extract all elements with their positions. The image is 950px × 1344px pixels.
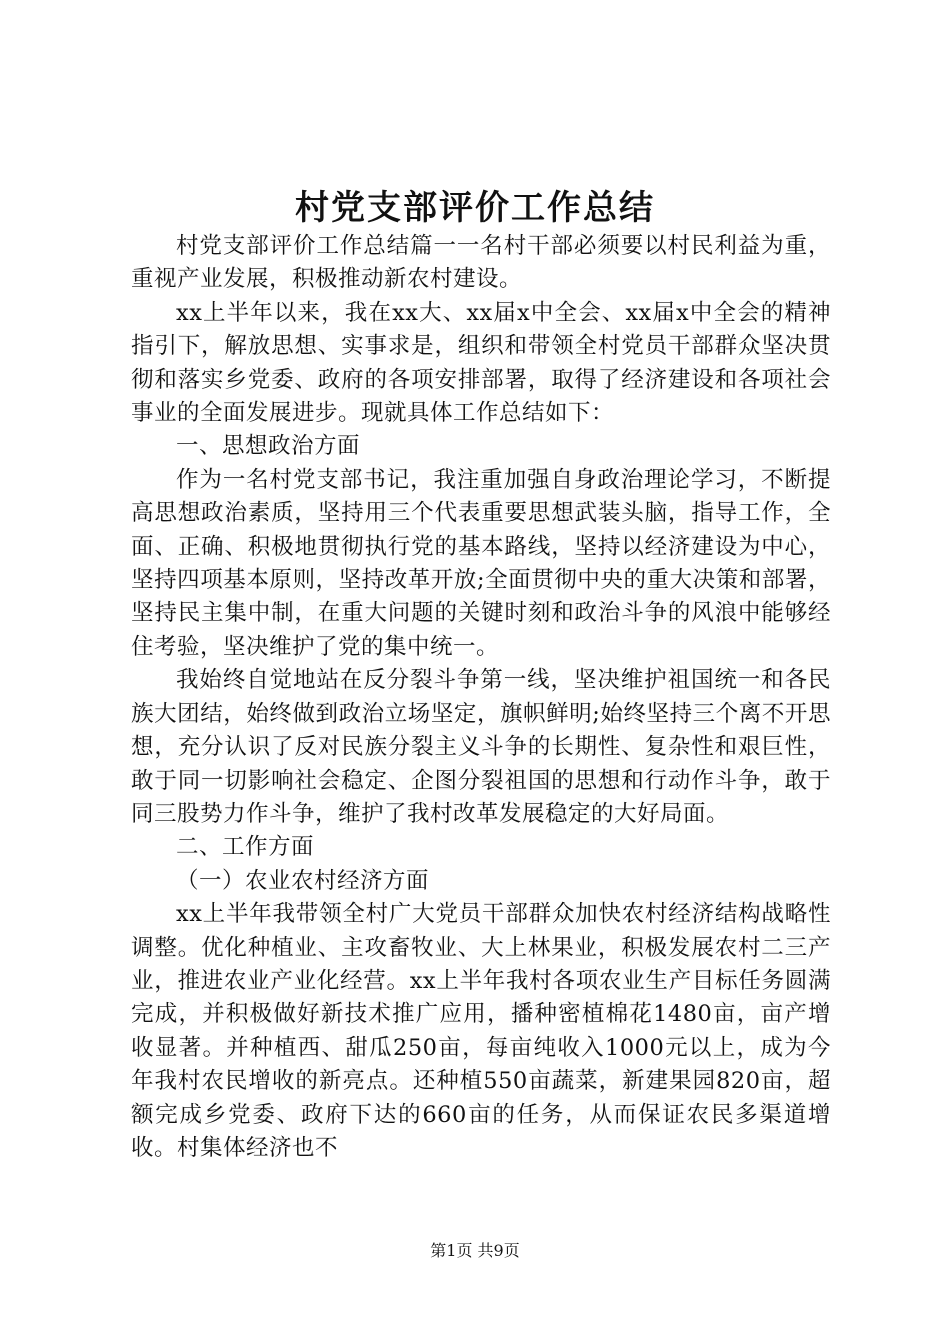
document-title: 村党支部评价工作总结 [295, 188, 655, 228]
section-heading-politics: 一、思想政治方面 [176, 433, 361, 460]
page-number-footer: 第1页 共9页 [430, 1241, 520, 1260]
paragraph-politics-2: 我始终自觉地站在反分裂斗争第一线，坚决维护祖国统一和各民族大团结，始终做到政治立场坚定，旗帜鲜明;始终坚持三个离不开思想，充分认识了反对民族分裂主义斗争的长期性、复杂性和艰巨性，敢于同一切影响社会稳定、企图分裂祖国的思想和行动作斗争，敢于同三股势力作斗争，维护了我村改革发展稳定的大好局面。 [131, 667, 831, 827]
document-body [131, 230, 831, 1165]
paragraph-politics-1: 作为一名村党支部书记，我注重加强自身政治理论学习，不断提高思想政治素质，坚持用三个代表重要思想武装头脑，指导工作，全面、正确、积极地贯彻执行党的基本路线，坚持以经济建设为中心，坚持四项基本原则，坚持改革开放;全面贯彻中央的重大决策和部署，坚持民主集中制，在重大问题的关键时刻和政治斗争的风浪中能够经住考验，坚决维护了党的集中统一。 [131, 466, 831, 660]
subsection-heading-agriculture: （一）农业农村经济方面 [176, 867, 430, 894]
section-heading-work: 二、工作方面 [176, 834, 315, 861]
paragraph-intro: 村党支部评价工作总结篇一一名村干部必须要以村民利益为重，重视产业发展，积极推动新农村建设。 [131, 233, 831, 293]
paragraph-agriculture: xx上半年我带领全村广大党员干部群众加快农村经济结构战略性调整。优化种植业、主攻畜牧业、大上林果业，积极发展农村二三产业，推进农业产业化经营。xx上半年我村各项农业生产目标任务圆满完成，并积极做好新技术推广应用，播种密植棉花1480亩，亩产增收显著。并种植西、甜瓜250亩，每亩纯收入1000元以上，成为今年我村农民增收的新亮点。还种植550亩蔬菜，新建果园820亩，超额完成乡党委、政府下达的660亩的任务，从而保证农民多渠道增收。村集体经济也不 [131, 901, 831, 1161]
paragraph-overview: xx上半年以来，我在xx大、xx届x中全会、xx届x中全会的精神指引下，解放思想、实事求是，组织和带领全村党员干部群众坚决贯彻和落实乡党委、政府的各项安排部署，取得了经济建设和各项社会事业的全面发展进步。现就具体工作总结如下： [131, 299, 831, 427]
